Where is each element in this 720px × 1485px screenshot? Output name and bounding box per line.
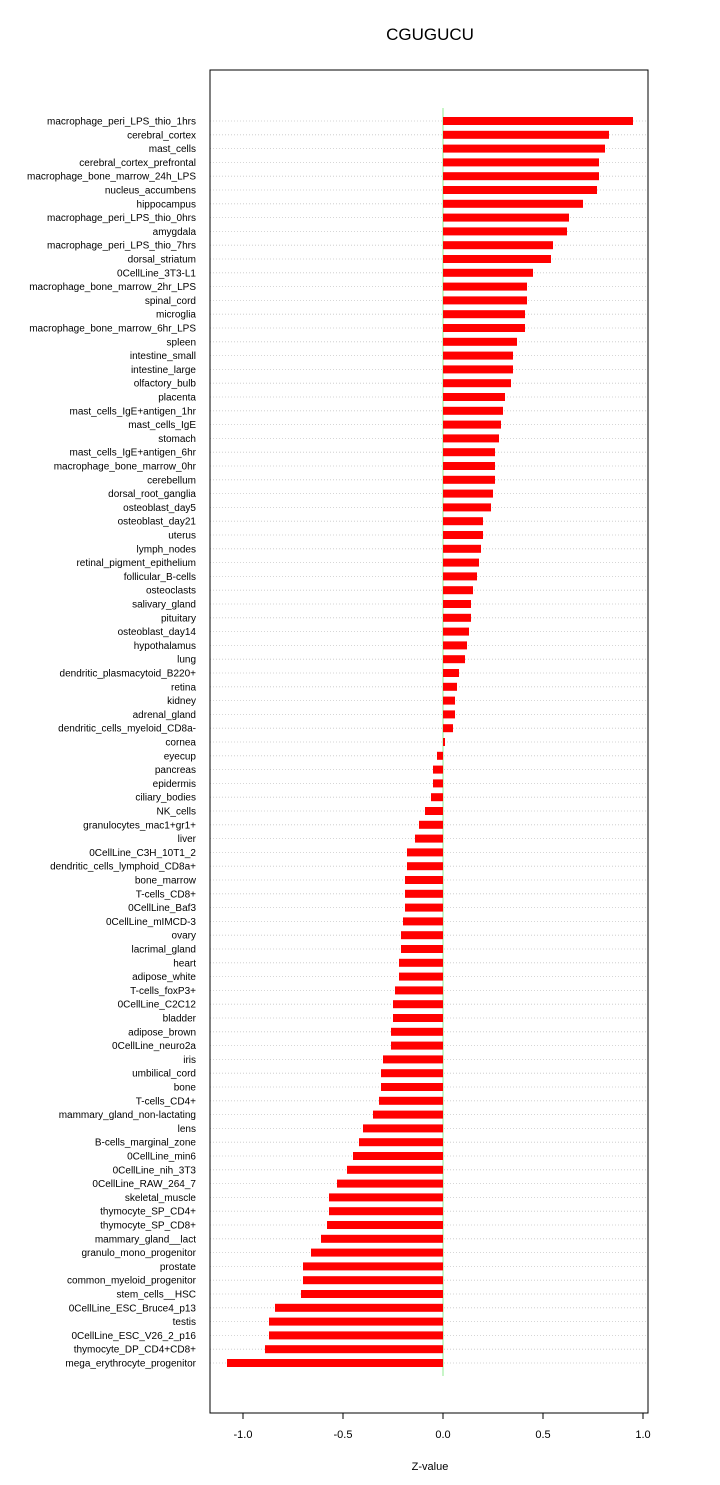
category-label: thymocyte_DP_CD4+CD8+	[73, 1344, 196, 1356]
bar-stomach	[443, 434, 499, 442]
grid-lines	[210, 121, 648, 1363]
bar-mega_erythrocyte_progenitor	[227, 1359, 443, 1367]
bar-B-cells_marginal_zone	[359, 1138, 443, 1146]
bar-0CellLine_C2C12	[393, 1000, 443, 1008]
bar-0CellLine_C3H_10T1_2	[407, 848, 443, 856]
category-label: T-cells_CD4+	[135, 1096, 196, 1108]
bar-macrophage_bone_marrow_24h_LPS	[443, 172, 599, 180]
x-tick-label: 1.0	[635, 1429, 651, 1441]
category-label: hippocampus	[136, 199, 196, 211]
bar-spleen	[443, 338, 517, 346]
x-axis-label: Z-value	[411, 1461, 449, 1473]
bar-mammary_gland_non-lactating	[373, 1111, 443, 1119]
category-label: 0CellLine_C3H_10T1_2	[89, 847, 196, 859]
bar-testis	[269, 1318, 443, 1326]
chart-title: CGUGUCU	[386, 25, 474, 44]
category-label: thymocyte_SP_CD8+	[100, 1220, 196, 1232]
category-label: 0CellLine_ESC_V26_2_p16	[71, 1330, 196, 1342]
bar-skeletal_muscle	[329, 1193, 443, 1201]
category-label: mast_cells_IgE+antigen_1hr	[69, 406, 196, 418]
category-label: placenta	[158, 392, 196, 404]
category-label: 0CellLine_neuro2a	[112, 1041, 196, 1053]
category-label: hypothalamus	[133, 640, 196, 652]
bar-lacrimal_gland	[401, 945, 443, 953]
category-label: amygdala	[152, 226, 196, 238]
bar-umbilical_cord	[381, 1069, 443, 1077]
category-label: dendritic_cells_myeloid_CD8a-	[58, 723, 196, 735]
category-label: mega_erythrocyte_progenitor	[65, 1358, 196, 1370]
category-label: pituitary	[160, 613, 196, 625]
category-label: adipose_white	[132, 972, 196, 984]
bar-dorsal_root_ganglia	[443, 490, 493, 498]
category-label: 0CellLine_min6	[127, 1151, 196, 1163]
category-label: osteoblast_day14	[117, 627, 196, 639]
category-label: macrophage_bone_marrow_24h_LPS	[26, 171, 196, 183]
category-label: dorsal_striatum	[127, 254, 196, 266]
bar-spinal_cord	[443, 296, 527, 304]
category-label: stomach	[158, 433, 196, 445]
bar-hypothalamus	[443, 641, 467, 649]
category-label: 0CellLine_C2C12	[117, 999, 196, 1011]
bar-dendritic_cells_myeloid_CD8a-	[443, 724, 453, 732]
category-label: uterus	[168, 530, 196, 542]
category-label: T-cells_foxP3+	[130, 985, 196, 997]
bar-cornea	[443, 738, 445, 746]
bar-lymph_nodes	[443, 545, 481, 553]
bar-nucleus_accumbens	[443, 186, 597, 194]
bar-bone	[381, 1083, 443, 1091]
bar-pancreas	[433, 766, 443, 774]
bar-ciliary_bodies	[431, 793, 443, 801]
bar-thymocyte_SP_CD4+	[329, 1207, 443, 1215]
bar-heart	[399, 959, 443, 967]
category-label: bone	[173, 1082, 196, 1094]
bar-dendritic_cells_lymphoid_CD8a+	[407, 862, 443, 870]
category-label: iris	[183, 1054, 196, 1066]
category-label: skeletal_muscle	[124, 1192, 196, 1204]
x-tick-label: -1.0	[233, 1429, 253, 1441]
category-label: epidermis	[152, 778, 196, 790]
category-label: granulo_mono_progenitor	[81, 1248, 196, 1260]
category-label: osteoclasts	[145, 585, 196, 597]
bar-0CellLine_neuro2a	[391, 1042, 443, 1050]
bar-retinal_pigment_epithelium	[443, 559, 479, 567]
category-label: heart	[173, 958, 196, 970]
category-label: salivary_gland	[132, 599, 196, 611]
bar-0CellLine_Baf3	[405, 904, 443, 912]
category-label: macrophage_peri_LPS_thio_0hrs	[47, 213, 196, 225]
category-label: adipose_brown	[128, 1027, 196, 1039]
bar-0CellLine_RAW_264_7	[337, 1180, 443, 1188]
bar-epidermis	[433, 779, 443, 787]
category-label: osteoblast_day5	[123, 502, 196, 514]
bar-0CellLine_ESC_V26_2_p16	[269, 1331, 443, 1339]
category-label: macrophage_bone_marrow_6hr_LPS	[29, 323, 196, 335]
bar-liver	[415, 835, 443, 843]
bar-cerebral_cortex	[443, 131, 609, 139]
category-label: 0CellLine_RAW_264_7	[92, 1179, 196, 1191]
category-label: spinal_cord	[144, 295, 196, 307]
bar-T-cells_CD8+	[405, 890, 443, 898]
bar-osteoblast_day14	[443, 628, 469, 636]
bar-kidney	[443, 697, 455, 705]
bar-prostate	[303, 1262, 443, 1270]
bar-common_myeloid_progenitor	[303, 1276, 443, 1284]
bar-macrophage_peri_LPS_thio_1hrs	[443, 117, 633, 125]
bar-osteoblast_day21	[443, 517, 483, 525]
bar-salivary_gland	[443, 600, 471, 608]
category-label: macrophage_bone_marrow_0hr	[53, 461, 196, 473]
category-label: adrenal_gland	[132, 709, 196, 721]
category-label: liver	[177, 834, 196, 846]
category-label: lens	[177, 1123, 196, 1135]
x-tick-label: -0.5	[333, 1429, 353, 1441]
category-label: stem_cells__HSC	[116, 1289, 196, 1301]
bar-thymocyte_DP_CD4+CD8+	[265, 1345, 443, 1353]
category-label: mast_cells_IgE+antigen_6hr	[69, 447, 196, 459]
category-label: macrophage_peri_LPS_thio_1hrs	[47, 116, 196, 128]
category-label: pancreas	[154, 765, 196, 777]
bar-osteoclasts	[443, 586, 473, 594]
bar-macrophage_peri_LPS_thio_0hrs	[443, 214, 569, 222]
category-label: 0CellLine_Baf3	[128, 903, 196, 915]
bar-dendritic_plasmacytoid_B220+	[443, 669, 459, 677]
bar-lung	[443, 655, 465, 663]
category-label: ciliary_bodies	[135, 792, 196, 804]
x-tick-label: 0.0	[435, 1429, 451, 1441]
category-label: thymocyte_SP_CD4+	[100, 1206, 196, 1218]
bar-0CellLine_mIMCD-3	[403, 917, 443, 925]
category-label: granulocytes_mac1+gr1+	[83, 820, 196, 832]
category-label: NK_cells	[156, 806, 196, 818]
bar-microglia	[443, 310, 525, 318]
bar-mast_cells	[443, 145, 605, 153]
category-label: cerebral_cortex_prefrontal	[79, 157, 196, 169]
category-label: mast_cells_IgE	[128, 420, 196, 432]
bar-bone_marrow	[405, 876, 443, 884]
category-label: lung	[177, 654, 196, 666]
category-label: microglia	[155, 309, 196, 321]
bar-dorsal_striatum	[443, 255, 551, 263]
bar-retina	[443, 683, 457, 691]
category-label: 0CellLine_3T3-L1	[117, 268, 196, 280]
bar-iris	[383, 1055, 443, 1063]
bar-0CellLine_ESC_Bruce4_p13	[275, 1304, 443, 1312]
bar-T-cells_CD4+	[379, 1097, 443, 1105]
x-tick-label: 0.5	[535, 1429, 551, 1441]
category-label: olfactory_bulb	[133, 378, 196, 390]
bar-macrophage_bone_marrow_6hr_LPS	[443, 324, 525, 332]
category-label: intestine_small	[129, 351, 196, 363]
category-labels	[27, 117, 197, 1370]
bar-granulocytes_mac1+gr1+	[419, 821, 443, 829]
bar-amygdala	[443, 227, 567, 235]
bar-NK_cells	[425, 807, 443, 815]
category-label: cerebral_cortex	[127, 130, 196, 142]
bar-intestine_small	[443, 352, 513, 360]
category-label: ovary	[171, 930, 196, 942]
bar-mast_cells_IgE	[443, 421, 501, 429]
bar-bladder	[393, 1014, 443, 1022]
category-label: umbilical_cord	[132, 1068, 196, 1080]
category-label: cerebellum	[147, 475, 196, 487]
bar-macrophage_bone_marrow_0hr	[443, 462, 495, 470]
bar-lens	[363, 1124, 443, 1132]
category-label: follicular_B-cells	[123, 571, 196, 583]
category-label: cornea	[165, 737, 196, 749]
bar-adipose_brown	[391, 1028, 443, 1036]
bar-follicular_B-cells	[443, 572, 477, 580]
category-label: lacrimal_gland	[131, 944, 196, 956]
bar-hippocampus	[443, 200, 583, 208]
category-label: osteoblast_day21	[117, 516, 196, 528]
bar-0CellLine_3T3-L1	[443, 269, 533, 277]
category-label: B-cells_marginal_zone	[94, 1137, 196, 1149]
category-label: dendritic_cells_lymphoid_CD8a+	[50, 861, 196, 873]
x-axis	[234, 1413, 651, 1441]
category-label: spleen	[166, 337, 196, 349]
category-label: dorsal_root_ganglia	[108, 489, 196, 501]
bar-ovary	[401, 931, 443, 939]
bar-mast_cells_IgE+antigen_6hr	[443, 448, 495, 456]
bar-osteoblast_day5	[443, 503, 491, 511]
bar-pituitary	[443, 614, 471, 622]
bar-0CellLine_min6	[353, 1152, 443, 1160]
category-label: lymph_nodes	[136, 544, 196, 556]
category-label: testis	[172, 1317, 196, 1329]
category-label: bladder	[162, 1013, 196, 1025]
bar-intestine_large	[443, 365, 513, 373]
bar-mast_cells_IgE+antigen_1hr	[443, 407, 503, 415]
category-label: eyecup	[163, 751, 196, 763]
bar-olfactory_bulb	[443, 379, 511, 387]
category-label: mammary_gland__lact	[94, 1234, 196, 1246]
category-label: bone_marrow	[134, 875, 196, 887]
bar-macrophage_bone_marrow_2hr_LPS	[443, 283, 527, 291]
category-label: macrophage_bone_marrow_2hr_LPS	[29, 282, 196, 294]
category-label: kidney	[167, 696, 196, 708]
bar-adipose_white	[399, 973, 443, 981]
category-label: T-cells_CD8+	[135, 889, 196, 901]
bar-stem_cells__HSC	[301, 1290, 443, 1298]
bar-cerebral_cortex_prefrontal	[443, 158, 599, 166]
category-label: retina	[170, 682, 196, 694]
bar-eyecup	[437, 752, 443, 760]
category-label: mammary_gland_non-lactating	[58, 1110, 196, 1122]
bar-T-cells_foxP3+	[395, 986, 443, 994]
category-label: common_myeloid_progenitor	[67, 1275, 196, 1287]
bar-adrenal_gland	[443, 710, 455, 718]
category-label: macrophage_peri_LPS_thio_7hrs	[47, 240, 196, 252]
bar-0CellLine_nih_3T3	[347, 1166, 443, 1174]
category-label: 0CellLine_ESC_Bruce4_p13	[68, 1303, 196, 1315]
bar-uterus	[443, 531, 483, 539]
bar-cerebellum	[443, 476, 495, 484]
category-label: nucleus_accumbens	[104, 185, 196, 197]
bar-granulo_mono_progenitor	[311, 1249, 443, 1257]
category-label: dendritic_plasmacytoid_B220+	[59, 668, 196, 680]
bar-thymocyte_SP_CD8+	[327, 1221, 443, 1229]
category-label: 0CellLine_mIMCD-3	[105, 916, 196, 928]
category-label: 0CellLine_nih_3T3	[112, 1165, 196, 1177]
category-label: mast_cells	[148, 144, 196, 156]
bar-placenta	[443, 393, 505, 401]
category-label: intestine_large	[130, 364, 196, 376]
bar-mammary_gland__lact	[321, 1235, 443, 1243]
category-label: prostate	[159, 1261, 196, 1273]
bar-macrophage_peri_LPS_thio_7hrs	[443, 241, 553, 249]
category-label: retinal_pigment_epithelium	[76, 558, 196, 570]
